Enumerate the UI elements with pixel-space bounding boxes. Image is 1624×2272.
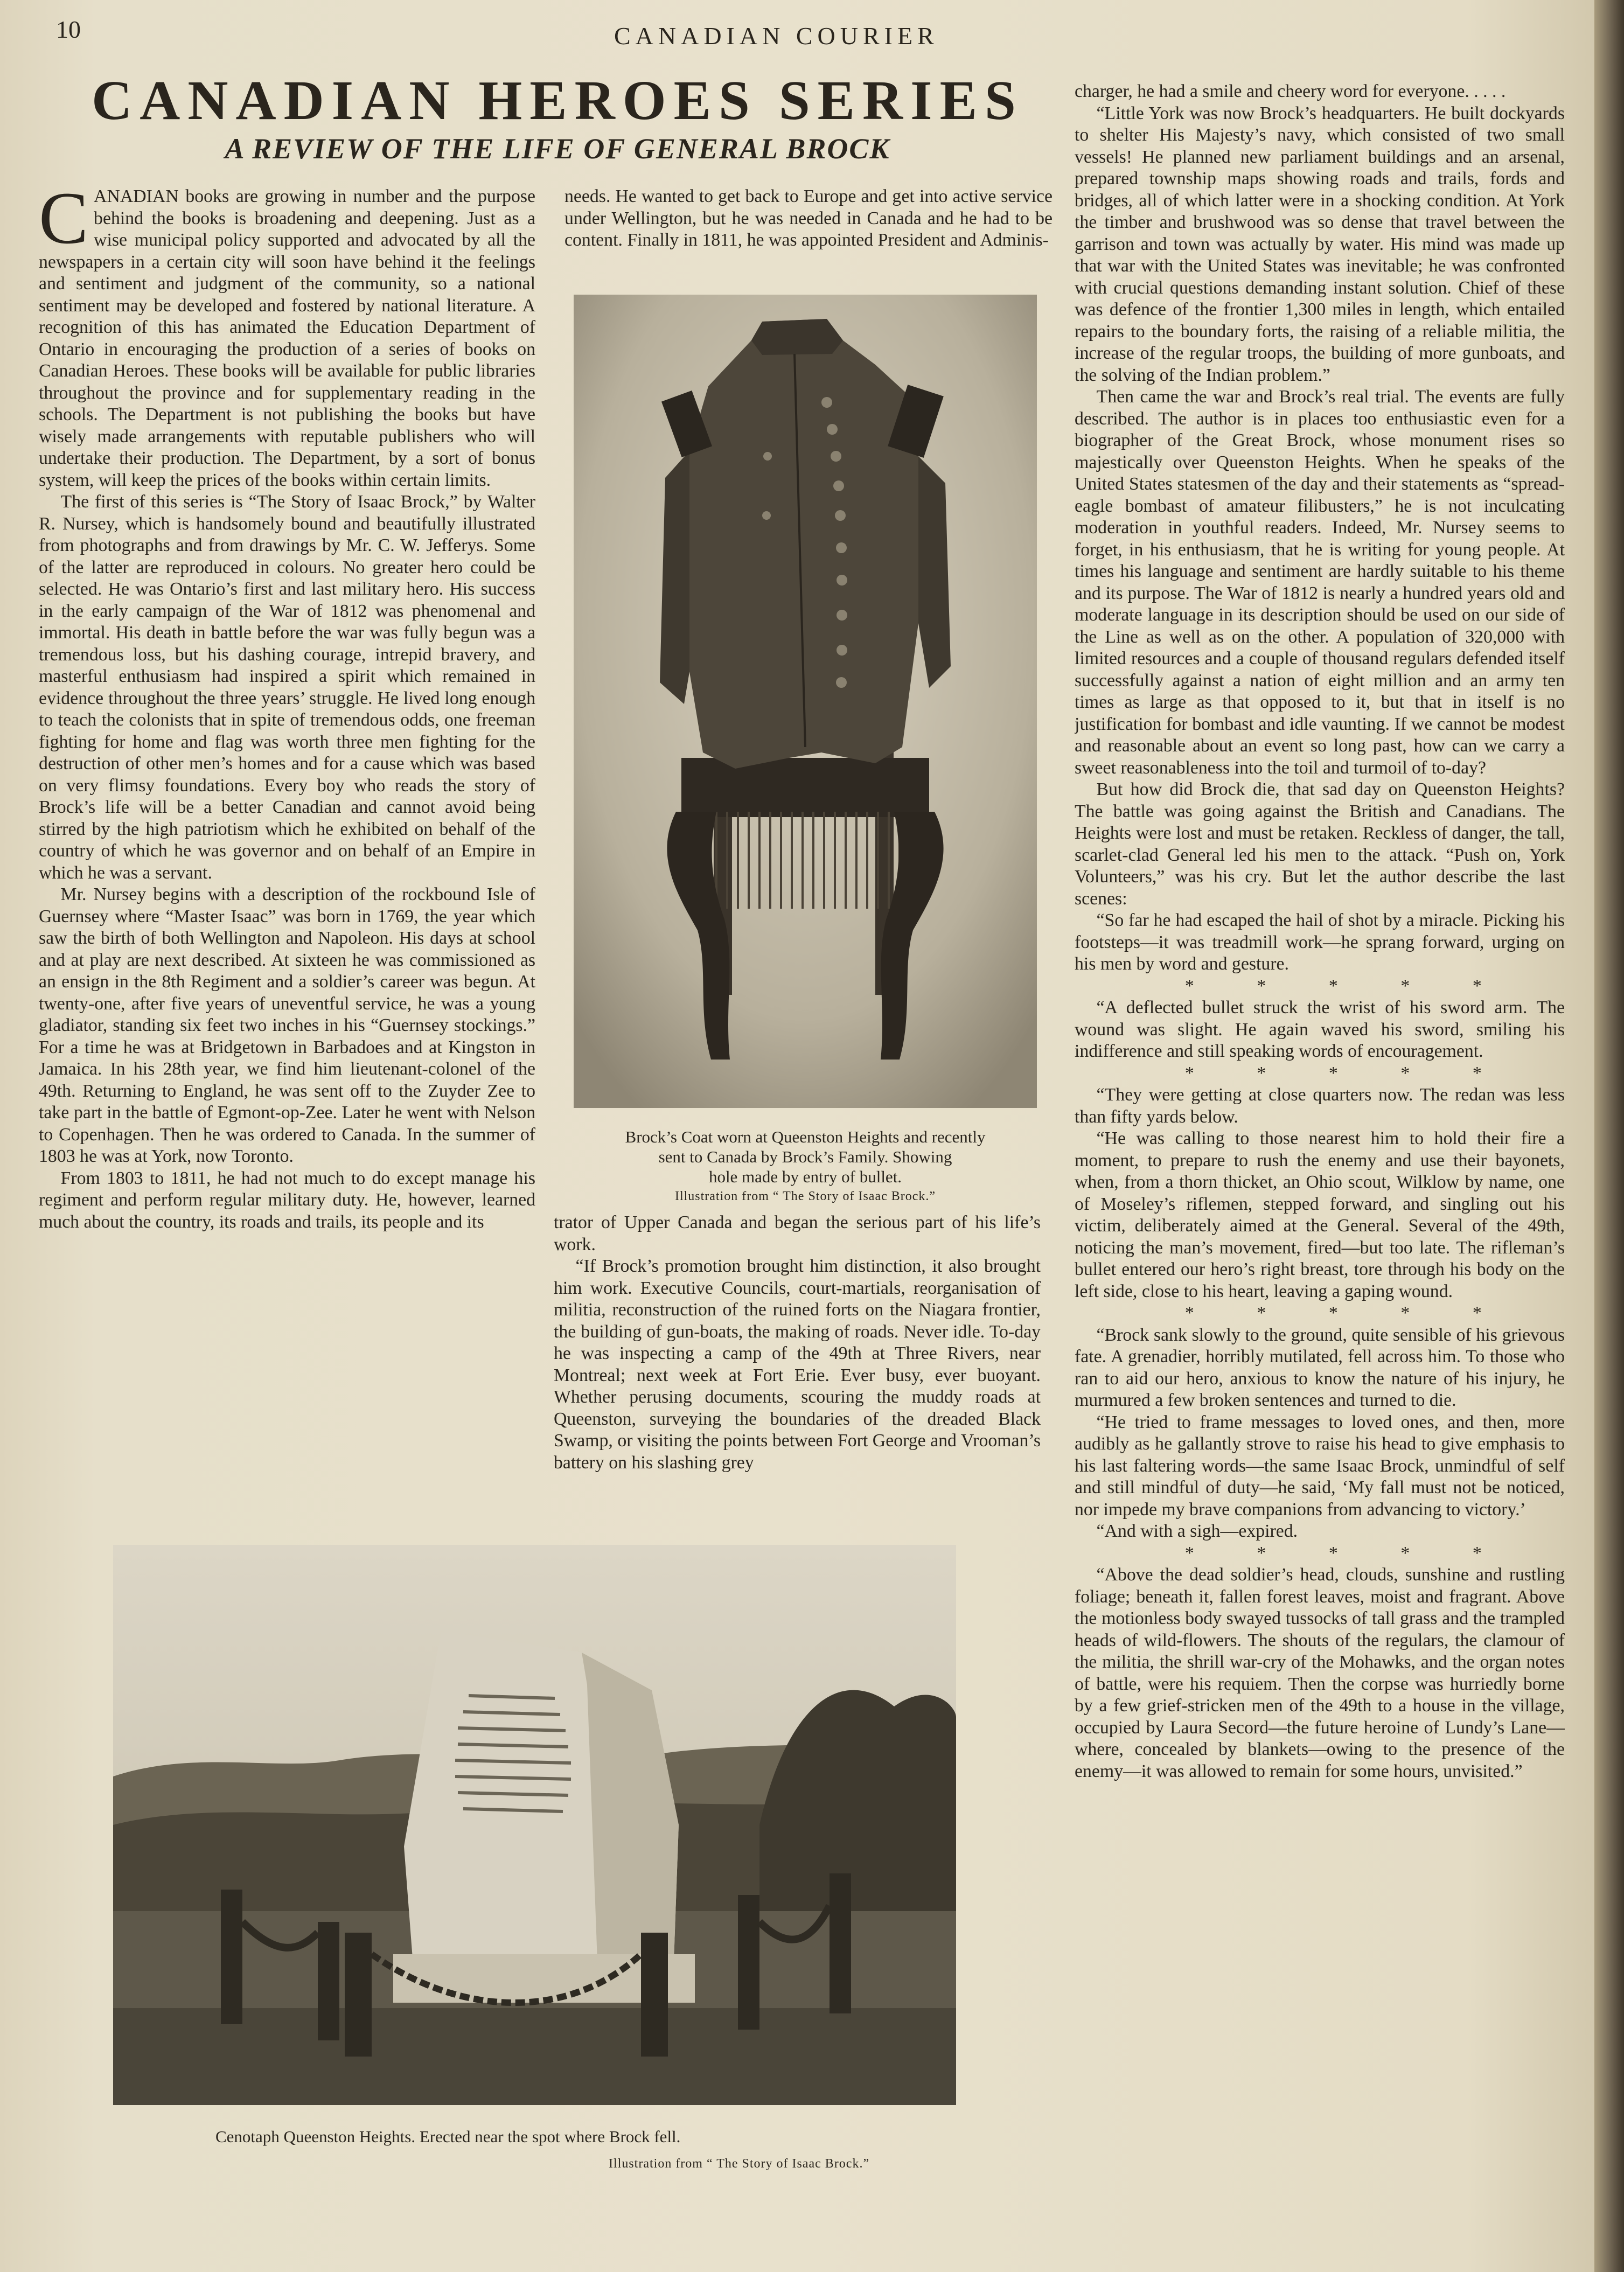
col3-paragraph-4: But how did Brock die, that sad day on Queenston Heights? The battle was going against the British and Canadians. The Heights were lost and must be retaken. Reckless of danger, the tall, scarlet-clad General led his men to the attack. “Push on, York Volunteers,” was his cry. But let the author describe the last scenes: xyxy=(1075,779,1565,909)
section-break-4: * * * * * xyxy=(1184,1543,1482,1563)
col1-paragraph-4: From 1803 to 1811, he had not much to do except manage his regiment and perform regular military duty. He, however, learned much about the country, its roads and trails, its people and its xyxy=(39,1168,535,1232)
section-break-1: * * * * * xyxy=(1184,975,1482,996)
col1-paragraph-3: Mr. Nursey begins with a description of the rockbound Isle of Guernsey where “Master Isaac” was born in 1769, the year which saw the birth of both Wellington and Napoleon. His days at school and at play are next described. At sixteen he was commissioned as an ensign in the 8th Regiment and a soldier’s career was begun. At twenty-one, after five years of uneventful service, he was a young gladiator, standing six feet two inches in his “Guernsey stockings.” For a time he was at Bridgetown in Barbadoes and at Kingston in Jamaica. In his 28th year, we find him lieutenant-colonel of the 49th. Returning to England, he was sent off to the Zuyder Zee to take part in the battle of Egmont-op-Zee. Later he went with Nelson to Copenhagen. Then he was ordered to Canada. In the summer of 1803 he was at York, now Toronto. xyxy=(39,884,535,1166)
drop-cap: C xyxy=(39,186,89,259)
coat-caption-line-1: Brock’s Coat worn at Queenston Heights and recently xyxy=(625,1127,986,1146)
article-title: CANADIAN HEROES SERIES xyxy=(92,69,1023,131)
coat-on-chair-illustration xyxy=(574,295,1037,1108)
cenotaph-caption xyxy=(108,2127,970,2174)
col2-top-paragraph: needs. He wanted to get back to Europe and get into active service under Wellington, but he was needed in Canada and he had to be content. Finally in 1811, he was appointed President and Adminis- xyxy=(564,186,1053,250)
col3-paragraph-7: “They were getting at close quarters now. The redan was less than fifty yards below. xyxy=(1075,1085,1565,1127)
coat-caption-line-3: hole made by entry of bullet. xyxy=(708,1167,902,1186)
col3-paragraph-11: “And with a sigh—expired. xyxy=(1096,1521,1298,1541)
col3-paragraph-6: “A deflected bullet struck the wrist of his sword arm. The wound was slight. He again waved his sword, smiling his indifference and still speaking words of encouragement. xyxy=(1075,998,1565,1061)
col3-paragraph-3: Then came the war and Brock’s real trial. The events are fully described. The author is in places too enthusiastic even for a biographer of the Great Brock, whose monument rises so majestically over Queenston Heights. When he speaks of the United States statesmen of the day and their statements as “spread-eagle bombast of amateur filibusters,” he is not inculcating moderation in youthful readers. Indeed, Mr. Nursey seems to forget, in his enthusiasm, that he is writing for young people. At times his language and sentiment are hardly suitable to his theme and its purpose. The War of 1812 is nearly a hundred years old and moderate language in its description should be used on our side of the Line as well as on the other. A population of 320,000 with limited resources and a couple of thousand regulars defended itself successfully against a nation of eight million and an army ten times as large as that opposed to it, but that in itself is no justification for bombast and idle vaunting. If we cannot be modest and reasonable about an event so long past, how can we carry a sweet reasonableness into the toil and turmoil of to-day? xyxy=(1075,387,1565,778)
column-3 xyxy=(1075,81,1565,2230)
col3-paragraph-10: “He tried to frame messages to loved ones, and then, more audibly as he gallantly strove to raise his head to give emphasis to his last faltering words—the same Isaac Brock, unmindful of self and still mindful of duty—he said, ‘My fall must not be noticed, nor impede my brave companions from advancing to victory.’ xyxy=(1075,1412,1565,1520)
cenotaph-photo xyxy=(113,1545,956,2105)
col3-paragraph-2: “Little York was now Brock’s headquarters. He built dockyards to shelter His Majesty’s navy, which consisted of two small vessels! He planned new parliament buildings and an arsenal, prepared township maps showing roads and trails, fords and bridges, all of which latter were in a shocking condition. At York the timber and brushwood was so dense that travel between the garrison and town was actually by water. His mind was made up that war with the United States was inevitable; he was confronted with crucial questions demanding instant solution. Chief of these was defence of the frontier 1,300 miles in length, which entailed repairs to the boundary forts, the raising of a reliable militia, the increase of the regular troops, the building of more gunboats, and the solving of the Indian problem.” xyxy=(1075,103,1565,385)
col3-paragraph-9: “Brock sank slowly to the ground, quite sensible of his grievous fate. A grenadier, horribly mutilated, fell across him. To those who ran to aid our hero, anxious to know the nature of his injury, he murmured a few broken sentences and turned to die. xyxy=(1075,1325,1565,1410)
coat-caption-credit: Illustration from “ The Story of Isaac Brock.” xyxy=(674,1189,936,1203)
binding-edge xyxy=(1594,0,1624,2272)
coat-caption-line-2: sent to Canada by Brock’s Family. Showing xyxy=(658,1147,952,1166)
col1-paragraph-1: CANADIAN books are growing in number and the purpose behind the books is broadening and deepening. Just as a wise municipal policy supported and advocated by all the newspapers in a certain city will soon have behind it the feelings and sentiment and judgment of the community, so a national sentiment may be developed and fostered by national literature. A recognition of this has animated the Education Department of Ontario in encouraging the production of a series of books on Canadian Heroes. These books will be available for public libraries throughout the province and for supplementary reading in the schools. The Department is not publishing the books but have wisely made arrangements with reputable publishers who will undertake their production. The Department, by a sort of bonus system, will keep the prices of the books within certain limits. xyxy=(39,186,535,490)
column-1 xyxy=(39,186,535,1514)
col2-paragraph-2: “If Brock’s promotion brought him distinction, it also brought him work. Executive Councils, court-martials, reorganisation of militia, reconstruction of the ruined forts on the Niagara frontier, the building of gun-boats, the making of roads. Never idle. To-day he was inspecting a camp of the 49th at Three Rivers, near Montreal; next week at Fort Erie. Ever busy, ever buoyant. Whether perusing documents, scouring the muddy roads at Queenston, surveying the boundaries of the dreaded Black Swamp, or visiting the points between Fort George and Vrooman’s battery on his slashing grey xyxy=(554,1256,1041,1473)
page-number: 10 xyxy=(56,16,81,43)
col1-paragraph-2: The first of this series is “The Story of Isaac Brock,” by Walter R. Nursey, which is handsomely bound and beautifully illustrated from photographs and from drawings by Mr. C. W. Jefferys. Some of the latter are reproduced in colours. No greater hero could be selected. He was Ontario’s first and last military hero. His success in the early campaign of the War of 1812 was phenomenal and immortal. His death in battle before the war was fully begun was a tremendous loss, but his dashing courage, intrepid bravery, and masterful enthusiasm had inspired a spirit which remained in evidence throughout the three years’ struggle. He lived long enough to teach the colonists that in spite of tremendous odds, one freeman fighting for home and flag was worth three men fighting for the destruction of other men’s homes and for a cause which was based on very flimsy foundations. Every boy who reads the story of Brock’s life will be a better Canadian and cannot avoid being stirred by the high patriotism which he exhibited on behalf of the country of which he was governor and on behalf of an Empire in which he was a servant. xyxy=(39,492,535,883)
article-subtitle: A REVIEW OF THE LIFE OF GENERAL BROCK xyxy=(225,133,890,165)
running-head: CANADIAN COURIER xyxy=(614,22,939,50)
section-break-3: * * * * * xyxy=(1184,1303,1482,1323)
cenotaph-caption-text: Cenotaph Queenston Heights. Erected near the spot where Brock fell. xyxy=(215,2127,681,2146)
col2-paragraph-1: trator of Upper Canada and began the serious part of his life’s work. xyxy=(554,1212,1041,1255)
cenotaph-caption-credit: Illustration from “ The Story of Isaac Brock.” xyxy=(609,2157,870,2171)
column-2-bottom xyxy=(554,1212,1041,1514)
section-break-2: * * * * * xyxy=(1184,1063,1482,1083)
col3-paragraph-1: charger, he had a smile and cheery word for everyone. . . . . xyxy=(1075,81,1506,101)
col3-paragraph-12: “Above the dead soldier’s head, clouds, sunshine and rustling foliage; beneath it, fallen forest leaves, moist and fragrant. Above the motionless body swayed tussocks of tall grass and the trampled heads of wild-flowers. The shouts of the regulars, the clamour of the militia, the shrill war-cry of the Mohawks, and the organ notes of battle, were his requiem. Then the corpse was hurriedly borne by a few grief-stricken men of the 49th to a house in the village, occupied by Laura Secord—the future heroine of Lundy’s Lane—where, concealed by blankets—owing to the presence of the enemy—it was allowed to remain for some hours, unvisited.” xyxy=(1075,1565,1565,1781)
brock-coat-photo xyxy=(574,295,1037,1108)
coat-caption xyxy=(555,1127,1056,1207)
column-2-top xyxy=(564,186,1053,280)
col3-paragraph-8: “He was calling to those nearest him to hold their fire a moment, to prepare to rush the enemy and use their bayonets, when, from a thorn thicket, an Ohio scout, Wilklow by name, one of Moseley’s riflemen, stepped forward, and singling out his victim, deliberately aimed at the General. Several of the 49th, noticing the man’s movement, fired—but too late. The rifleman’s bullet entered our hero’s right breast, tore through his body on the left side, close to his heart, leaving a gaping wound. xyxy=(1075,1128,1565,1301)
col3-paragraph-5: “So far he had escaped the hail of shot by a miracle. Picking his footsteps—it was treadmill work—he sprang forward, urging on his men by word and gesture. xyxy=(1075,910,1565,974)
cenotaph-illustration xyxy=(113,1545,956,2105)
